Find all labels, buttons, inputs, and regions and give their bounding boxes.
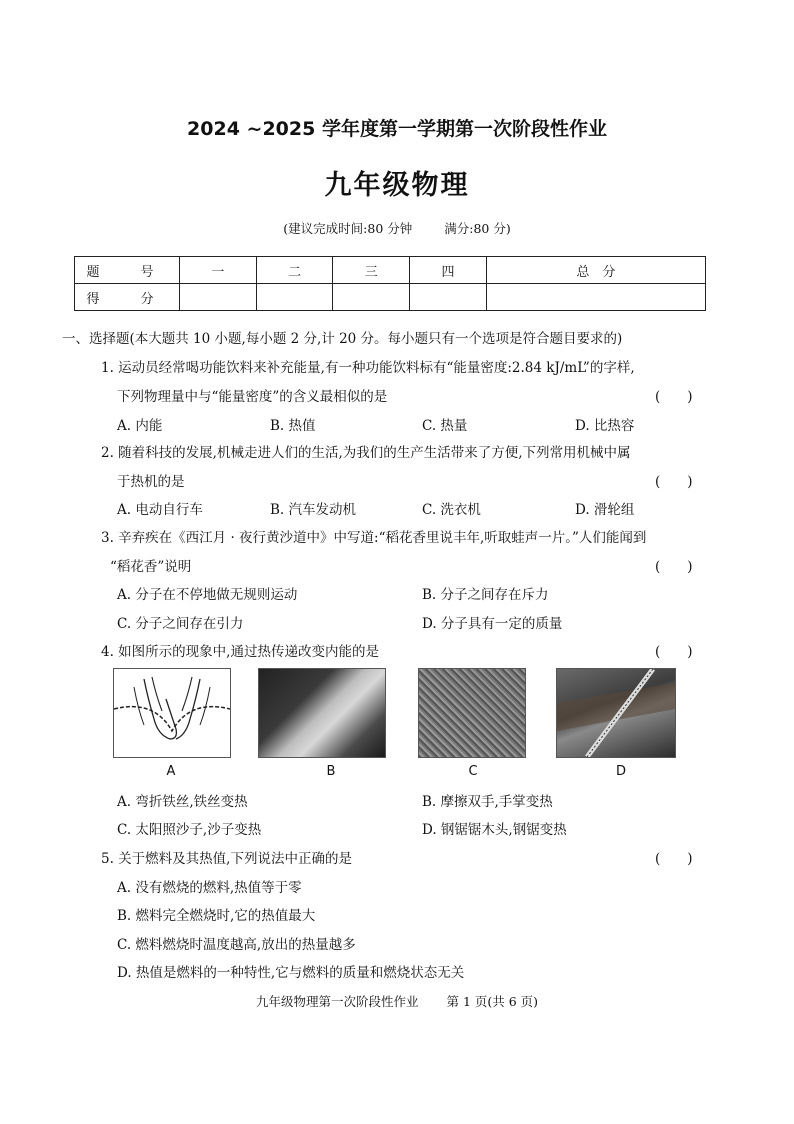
question-2-option-b: B. 汽车发动机 xyxy=(270,502,357,518)
saw-on-wood-illustration xyxy=(557,669,675,757)
question-5-option-a: A. 没有燃烧的燃料,热值等于零 xyxy=(117,880,302,896)
question-1-line-1: 1. 运动员经常喝功能饮料来补充能量,有一种功能饮料标有“能量密度:2.84 kJ/mL”的字样, xyxy=(101,360,635,376)
score-table-header-cell: 四 xyxy=(410,257,487,284)
question-2-option-a: A. 电动自行车 xyxy=(117,502,203,518)
answer-paren[interactable]: ( ) xyxy=(655,559,693,575)
score-cell[interactable] xyxy=(410,284,487,311)
score-table-header-row xyxy=(75,257,706,284)
score-table-header-cell: 三 xyxy=(333,257,410,284)
score-table xyxy=(74,256,706,311)
score-cell[interactable] xyxy=(486,284,705,311)
score-table-header-cell: 总 分 xyxy=(486,257,705,284)
figure-caption-a: A xyxy=(166,764,176,779)
question-3-option-c: C. 分子之间存在引力 xyxy=(117,616,244,632)
question-5-option-d: D. 热值是燃料的一种特性,它与燃料的质量和燃烧状态无关 xyxy=(117,965,465,981)
figure-c-sun-on-sand xyxy=(418,668,526,758)
figure-caption-c: C xyxy=(468,764,478,779)
question-1-option-d: D. 比热容 xyxy=(575,418,635,434)
question-2-line-2: 于热机的是 xyxy=(117,474,185,490)
answer-paren[interactable]: ( ) xyxy=(655,474,693,490)
question-2-line-1: 2. 随着科技的发展,机械走进人们的生活,为我们的生产生活带来了方便,下列常用机械中属 xyxy=(101,445,631,461)
question-5-option-b: B. 燃料完全燃烧时,它的热值最大 xyxy=(117,908,316,924)
footer-title: 九年级物理第一次阶段性作业 xyxy=(255,994,419,1009)
question-3-line-2: “稻花香”说明 xyxy=(110,559,192,575)
score-row-label: 得 分 xyxy=(75,284,180,311)
exam-note xyxy=(0,219,794,237)
score-table-header-cell: 一 xyxy=(180,257,257,284)
question-1-option-a: A. 内能 xyxy=(117,418,163,434)
question-1-option-b: B. 热值 xyxy=(270,418,316,434)
figure-caption-d: D xyxy=(615,764,626,779)
question-3-option-d: D. 分子具有一定的质量 xyxy=(422,616,563,632)
figure-caption-b: B xyxy=(326,764,336,779)
figure-d-sawing-wood xyxy=(556,668,676,758)
question-4-option-a: A. 弯折铁丝,铁丝变热 xyxy=(117,794,248,810)
suggested-time: (建议完成时间:80 分钟 xyxy=(283,221,413,236)
figure-a-bending-wire xyxy=(113,668,231,758)
question-2-option-d: D. 滑轮组 xyxy=(575,502,635,518)
score-table-header-cell: 题 号 xyxy=(75,257,180,284)
question-1-line-2: 下列物理量中与“能量密度”的含义最相似的是 xyxy=(117,389,388,405)
score-cell[interactable] xyxy=(256,284,333,311)
question-4-option-b: B. 摩擦双手,手掌变热 xyxy=(422,794,553,810)
page-number: 第 1 页(共 6 页) xyxy=(446,994,539,1009)
answer-paren[interactable]: ( ) xyxy=(655,644,693,660)
question-4-option-d: D. 钢锯锯木头,钢锯变热 xyxy=(422,822,567,838)
question-1-option-c: C. 热量 xyxy=(422,418,468,434)
figure-b-rubbing-hands xyxy=(258,668,386,758)
answer-paren[interactable]: ( ) xyxy=(655,389,693,405)
page-footer xyxy=(0,992,794,1010)
subject-title: 九年级物理 xyxy=(324,170,470,201)
full-score: 满分:80 分) xyxy=(444,221,511,236)
score-cell[interactable] xyxy=(333,284,410,311)
question-5-option-c: C. 燃料燃烧时温度越高,放出的热量越多 xyxy=(117,937,356,953)
hands-bending-wire-illustration xyxy=(114,669,230,757)
question-3-option-a: A. 分子在不停地做无规则运动 xyxy=(117,587,298,603)
score-cell[interactable] xyxy=(180,284,257,311)
question-3-line-1: 3. 辛弃疾在《西江月 · 夜行黄沙道中》中写道:“稻花香里说丰年,听取蛙声一片。”人们能闻到 xyxy=(101,530,647,546)
score-table-header-cell: 二 xyxy=(256,257,333,284)
score-table-score-row xyxy=(75,284,706,311)
question-5-line-1: 5. 关于燃料及其热值,下列说法中正确的是 xyxy=(101,851,352,867)
question-4-line-1: 4. 如图所示的现象中,通过热传递改变内能的是 xyxy=(101,644,379,660)
section-heading: 一、选择题(本大题共 10 小题,每小题 2 分,计 20 分。每小题只有一个选项是符合题目要求的) xyxy=(62,331,623,347)
question-4-option-c: C. 太阳照沙子,沙子变热 xyxy=(117,822,262,838)
exam-title: 2024 ~2025 学年度第一学期第一次阶段性作业 xyxy=(187,118,607,140)
question-3-option-b: B. 分子之间存在斥力 xyxy=(422,587,549,603)
question-2-option-c: C. 洗衣机 xyxy=(422,502,481,518)
answer-paren[interactable]: ( ) xyxy=(655,851,693,867)
